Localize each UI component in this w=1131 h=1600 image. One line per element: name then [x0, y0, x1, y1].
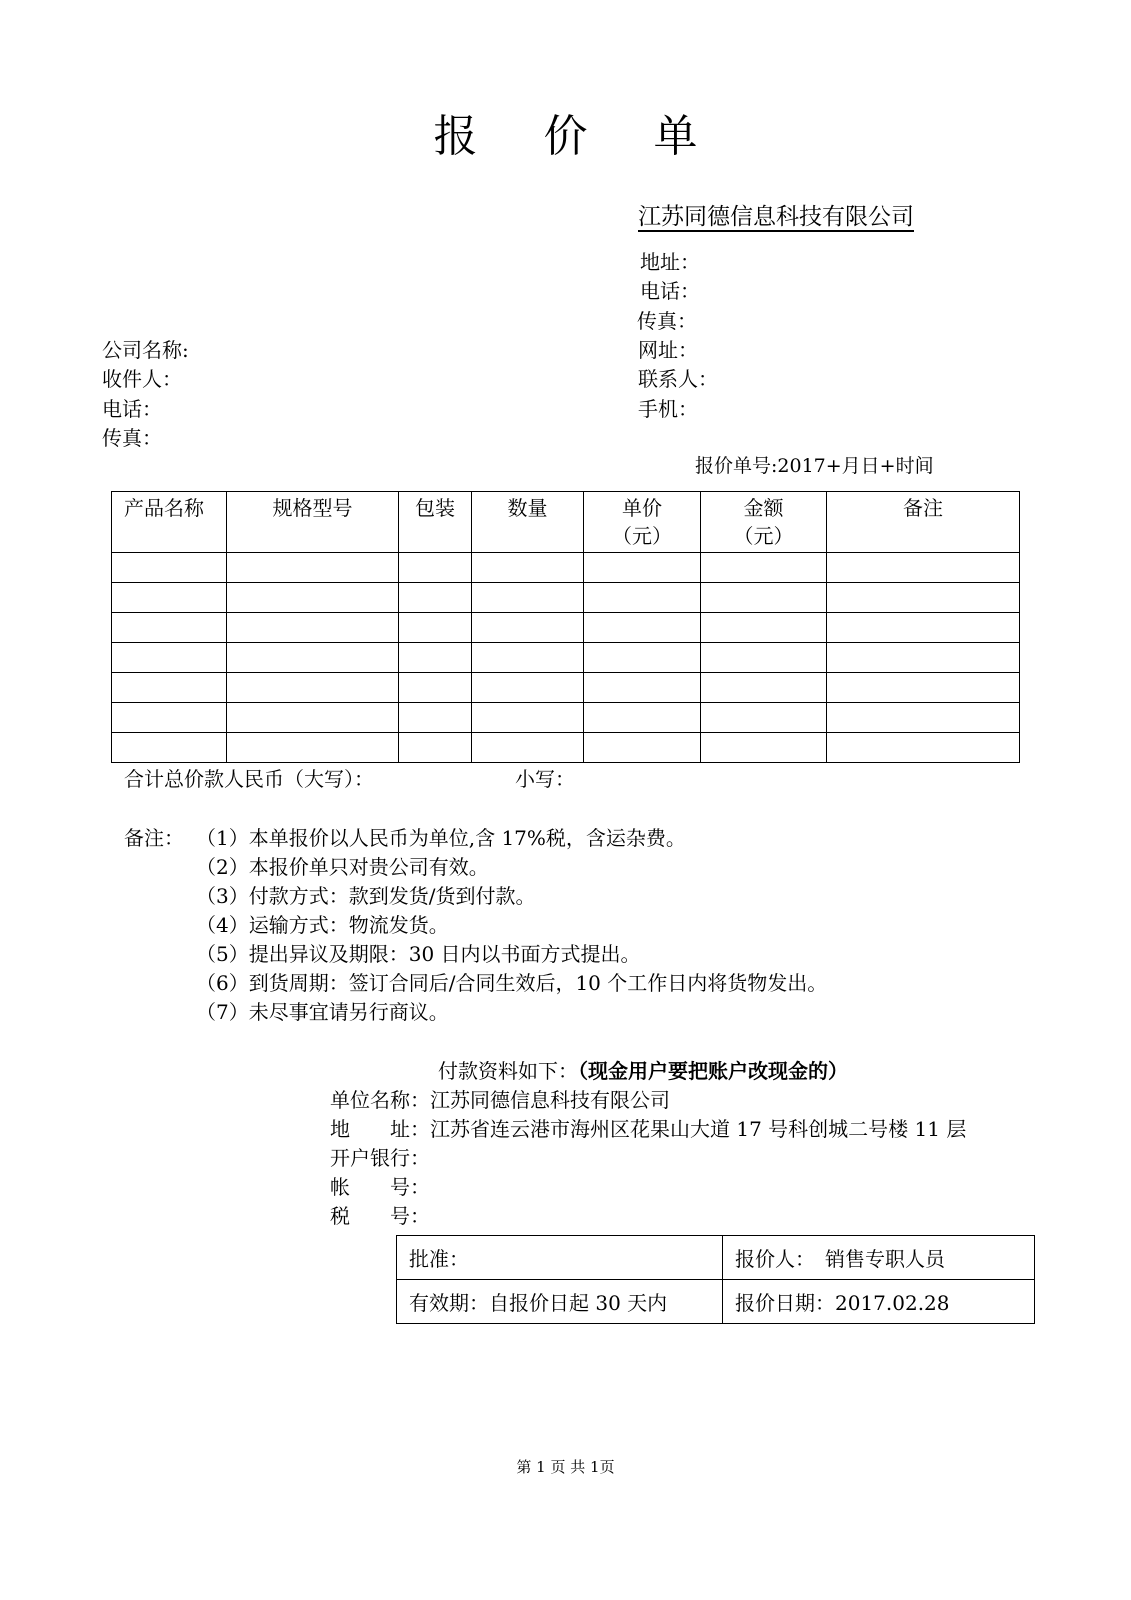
header-packaging: 包装	[399, 492, 472, 553]
validity-cell: 有效期：自报价日起 30 天内	[397, 1280, 723, 1324]
payment-address-value: 江苏省连云港市海州区花果山大道 17 号科创城二号楼 11 层	[430, 1117, 967, 1141]
notes-label: 备注：	[124, 826, 184, 850]
page-footer: 第 1 页 共 1页	[516, 1458, 615, 1476]
table-row	[112, 703, 1020, 733]
seller-website-label: 网址：	[638, 338, 698, 362]
payment-heading	[438, 1055, 848, 1084]
table-row	[112, 583, 1020, 613]
seller-fax-label: 传真：	[637, 309, 697, 333]
header-amount	[701, 492, 827, 553]
seller-contact-label: 联系人：	[638, 367, 718, 391]
header-unit-price-label: 单价	[622, 496, 662, 520]
payment-tax-label: 税 号：	[330, 1204, 430, 1228]
header-amount-label: 金额	[743, 496, 784, 520]
quote-date-cell: 报价日期：2017.02.28	[723, 1280, 1035, 1324]
payment-unit-row	[330, 1084, 670, 1113]
header-unit-price-unit: （元）	[612, 524, 672, 548]
note-item: （3）付款方式：款到发货/货到付款。	[196, 884, 536, 908]
payment-heading-note: （现金用户要把账户改现金的）	[578, 1059, 848, 1083]
payment-unit-label: 单位名称：	[330, 1088, 430, 1112]
seller-phone-label: 电话：	[640, 279, 700, 303]
table-row	[112, 643, 1020, 673]
note-item: （5）提出异议及期限：30 日内以书面方式提出。	[196, 942, 641, 966]
quote-items-table	[111, 491, 1020, 763]
page-title: 报 价 单	[433, 111, 724, 162]
payment-heading-label: 付款资料如下：	[438, 1059, 578, 1083]
buyer-phone-label: 电话：	[102, 397, 162, 421]
header-spec-model: 规格型号	[227, 492, 399, 553]
buyer-recipient-label: 收件人：	[102, 367, 182, 391]
note-item: （6）到货周期：签订合同后/合同生效后，10 个工作日内将货物发出。	[196, 971, 828, 995]
table-header-row	[112, 492, 1020, 553]
payment-account-label: 帐 号：	[330, 1175, 430, 1199]
header-quantity: 数量	[472, 492, 584, 553]
payment-address-row	[330, 1113, 966, 1142]
seller-mobile-label: 手机：	[638, 397, 698, 421]
table-row	[112, 553, 1020, 583]
note-item: （2）本报价单只对贵公司有效。	[196, 855, 489, 879]
payment-bank-label: 开户银行：	[330, 1146, 430, 1170]
seller-company-name: 江苏同德信息科技有限公司	[638, 204, 914, 230]
approval-cell: 批准：	[397, 1236, 723, 1280]
note-item: （7）未尽事宜请另行商议。	[196, 1000, 449, 1024]
header-product-name: 产品名称	[112, 492, 227, 553]
header-unit-price	[584, 492, 701, 553]
table-row	[112, 673, 1020, 703]
total-lowercase-label: 小写：	[515, 767, 575, 791]
note-item: （4）运输方式：物流发货。	[196, 913, 449, 937]
header-amount-unit: （元）	[733, 524, 794, 548]
table-row	[112, 613, 1020, 643]
buyer-company-label: 公司名称:	[102, 338, 189, 362]
quote-number: 报价单号:2017+月日+时间	[695, 455, 934, 477]
note-item: （1）本单报价以人民币为单位,含 17%税，含运杂费。	[196, 826, 686, 850]
payment-unit-value: 江苏同德信息科技有限公司	[430, 1088, 670, 1112]
seller-address-label: 地址：	[640, 250, 700, 274]
payment-address-label: 地 址：	[330, 1117, 430, 1141]
table-row	[112, 733, 1020, 763]
approval-table	[396, 1235, 1035, 1324]
quoter-cell: 报价人： 销售专职人员	[723, 1236, 1035, 1280]
buyer-fax-label: 传真：	[102, 426, 162, 450]
header-remarks: 备注	[827, 492, 1020, 553]
total-uppercase-label: 合计总价款人民币（大写）：	[124, 767, 374, 791]
